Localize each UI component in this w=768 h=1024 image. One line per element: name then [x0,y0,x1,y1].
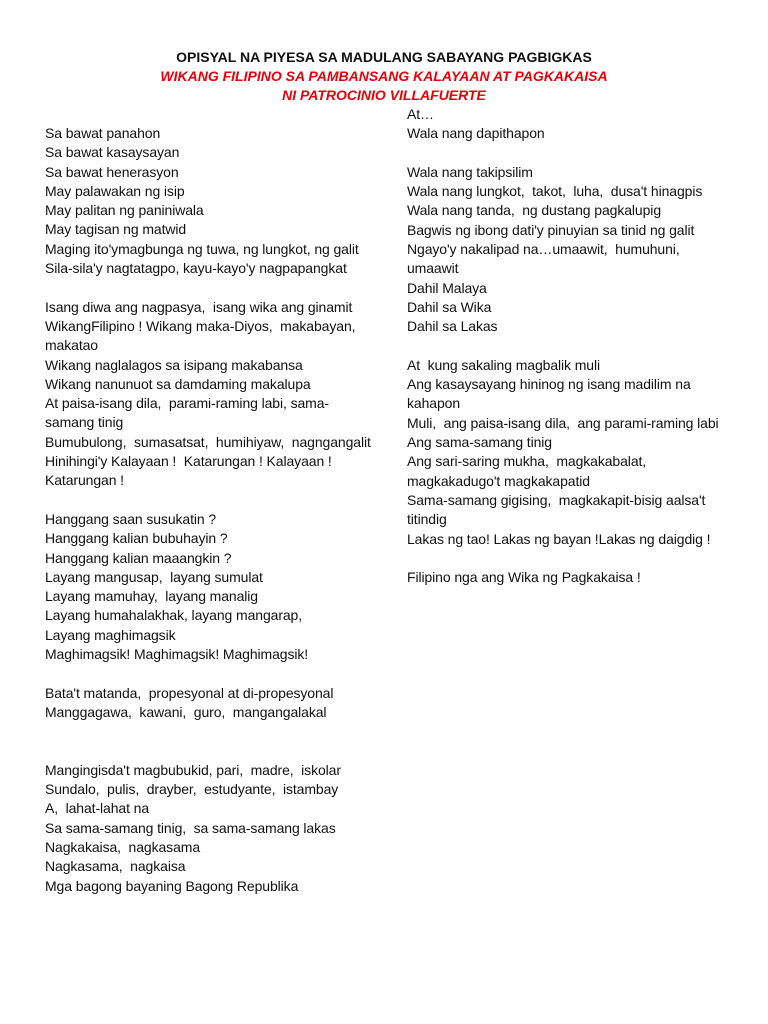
poem-line: Filipino nga ang Wika ng Pagkakaisa ! [407,569,641,586]
poem-line: Wala nang tanda, ng dustang pagkalupig [407,202,661,219]
document-author: NI PATROCINIO VILLAFUERTE [282,87,486,103]
poem-line: titindig [407,511,447,528]
poem-line: Manggagawa, kawani, guro, mangangalakal [45,703,327,720]
poem-line: Nagkasama, nagkaisa [45,858,186,875]
poem-line: kahapon [407,395,461,412]
poem-line: Bata't matanda, propesyonal at di-propesyonal [45,684,334,701]
poem-line: A, lahat-lahat na [45,800,150,817]
poem-line: Hanggang saan susukatin ? [45,510,217,527]
poem-line: Katarungan ! [45,472,124,489]
poem-line: Sundalo, pulis, drayber, estudyante, istambay [45,781,339,798]
poem-line: Muli, ang paisa-isang dila, ang parami-raming labi [407,414,719,431]
poem-line: Layang humahalakhak, layang mangarap, [45,607,303,624]
poem-line: Bagwis ng ibong dati'y pinuyian sa tinid ng galit [407,221,695,238]
poem-line: Layang maghimagsik [45,626,176,643]
document-title: OPISYAL NA PIYESA SA MADULANG SABAYANG PAGBIGKAS [176,49,592,65]
poem-line: Sa bawat henerasyon [45,163,179,180]
poem-line: Sa bawat kasaysayan [45,144,180,161]
poem-line: Ang sari-saring mukha, magkakabalat, [407,453,647,470]
poem-line: samang tinig [45,414,124,431]
poem-line: Hanggang kalian maaangkin ? [45,549,232,566]
poem-line: Maghimagsik! Maghimagsik! Maghimagsik! [45,646,309,663]
poem-line: Hanggang kalian bubuhayin ? [45,530,228,547]
stanza [407,105,737,144]
poem-line: At paisa-isang dila, parami-raming labi, sama- [45,395,329,412]
poem-line: Sa sama-samang tinig, sa sama-samang lakas [45,819,336,836]
document-subtitle: WIKANG FILIPINO SA PAMBANSANG KALAYAAN AT PAGKAKAISA [160,68,608,84]
right-column [407,105,737,607]
poem-line: Bumubulong, sumasatsat, humihiyaw, nagngangalit [45,433,371,450]
stanza [45,124,375,278]
poem-line: Dahil sa Wika [407,298,492,315]
stanza [407,568,737,587]
document-header [0,48,768,105]
poem-line: May tagisan ng matwid [45,221,187,238]
stanza [407,163,737,337]
poem-line: At kung sakaling magbalik muli [407,356,600,373]
stanza [45,761,375,896]
poem-line: Mga bagong bayaning Bagong Republika [45,877,299,894]
poem-line: makatao [45,337,98,354]
poem-line: WikangFilipino ! Wikang maka-Diyos, makabayan, [45,317,356,334]
stanza [407,356,737,549]
poem-line: umaawit [407,260,459,277]
stanza [45,510,375,664]
poem-line: Ang sama-samang tinig [407,434,552,451]
poem-line: May palitan ng paniniwala [45,202,204,219]
poem-line: Dahil Malaya [407,279,487,296]
stanza [45,684,375,723]
poem-line: Mangingisda't magbubukid, pari, madre, iskolar [45,761,341,778]
poem-line: Isang diwa ang nagpasya, isang wika ang ginamit [45,298,353,315]
poem-line: Wala nang takipsilim [407,163,533,180]
left-column [45,124,375,915]
poem-line: Lakas ng tao! Lakas ng bayan !Lakas ng daigdig ! [407,530,711,547]
poem-line: Sa bawat panahon [45,125,161,141]
poem-line: Wikang nanunuot sa damdaming makalupa [45,375,311,392]
poem-line: Layang mangusap, layang sumulat [45,568,263,585]
poem-line: Ngayo'y nakalipad na…umaawit, humuhuni, [407,241,680,258]
poem-line: Nagkakaisa, nagkasama [45,838,200,855]
poem-line: Ang kasaysayang hininog ng isang madilim na [407,376,691,393]
poem-line: Sama-samang gigising, magkakapit-bisig aalsa't [407,491,706,508]
poem-line: Wala nang lungkot, takot, luha, dusa't hinagpis [407,183,703,200]
poem-line: Wala nang dapithapon [407,125,545,142]
poem-line: Maging ito'ymagbunga ng tuwa, ng lungkot, ng galit [45,240,359,257]
poem-line: Dahil sa Lakas [407,318,498,335]
stanza [45,298,375,491]
poem-line: magkakadugo't magkakapatid [407,472,590,489]
poem-line: Sila-sila'y nagtatagpo, kayu-kayo'y nagpapangkat [45,260,347,277]
poem-line: Wikang naglalagos sa isipang makabansa [45,356,303,373]
poem-line: Hinihingi'y Kalayaan ! Katarungan ! Kalayaan ! [45,453,332,470]
poem-line: At… [407,106,434,122]
poem-line: May palawakan ng isip [45,182,185,199]
poem-line: Layang mamuhay, layang manalig [45,588,258,605]
